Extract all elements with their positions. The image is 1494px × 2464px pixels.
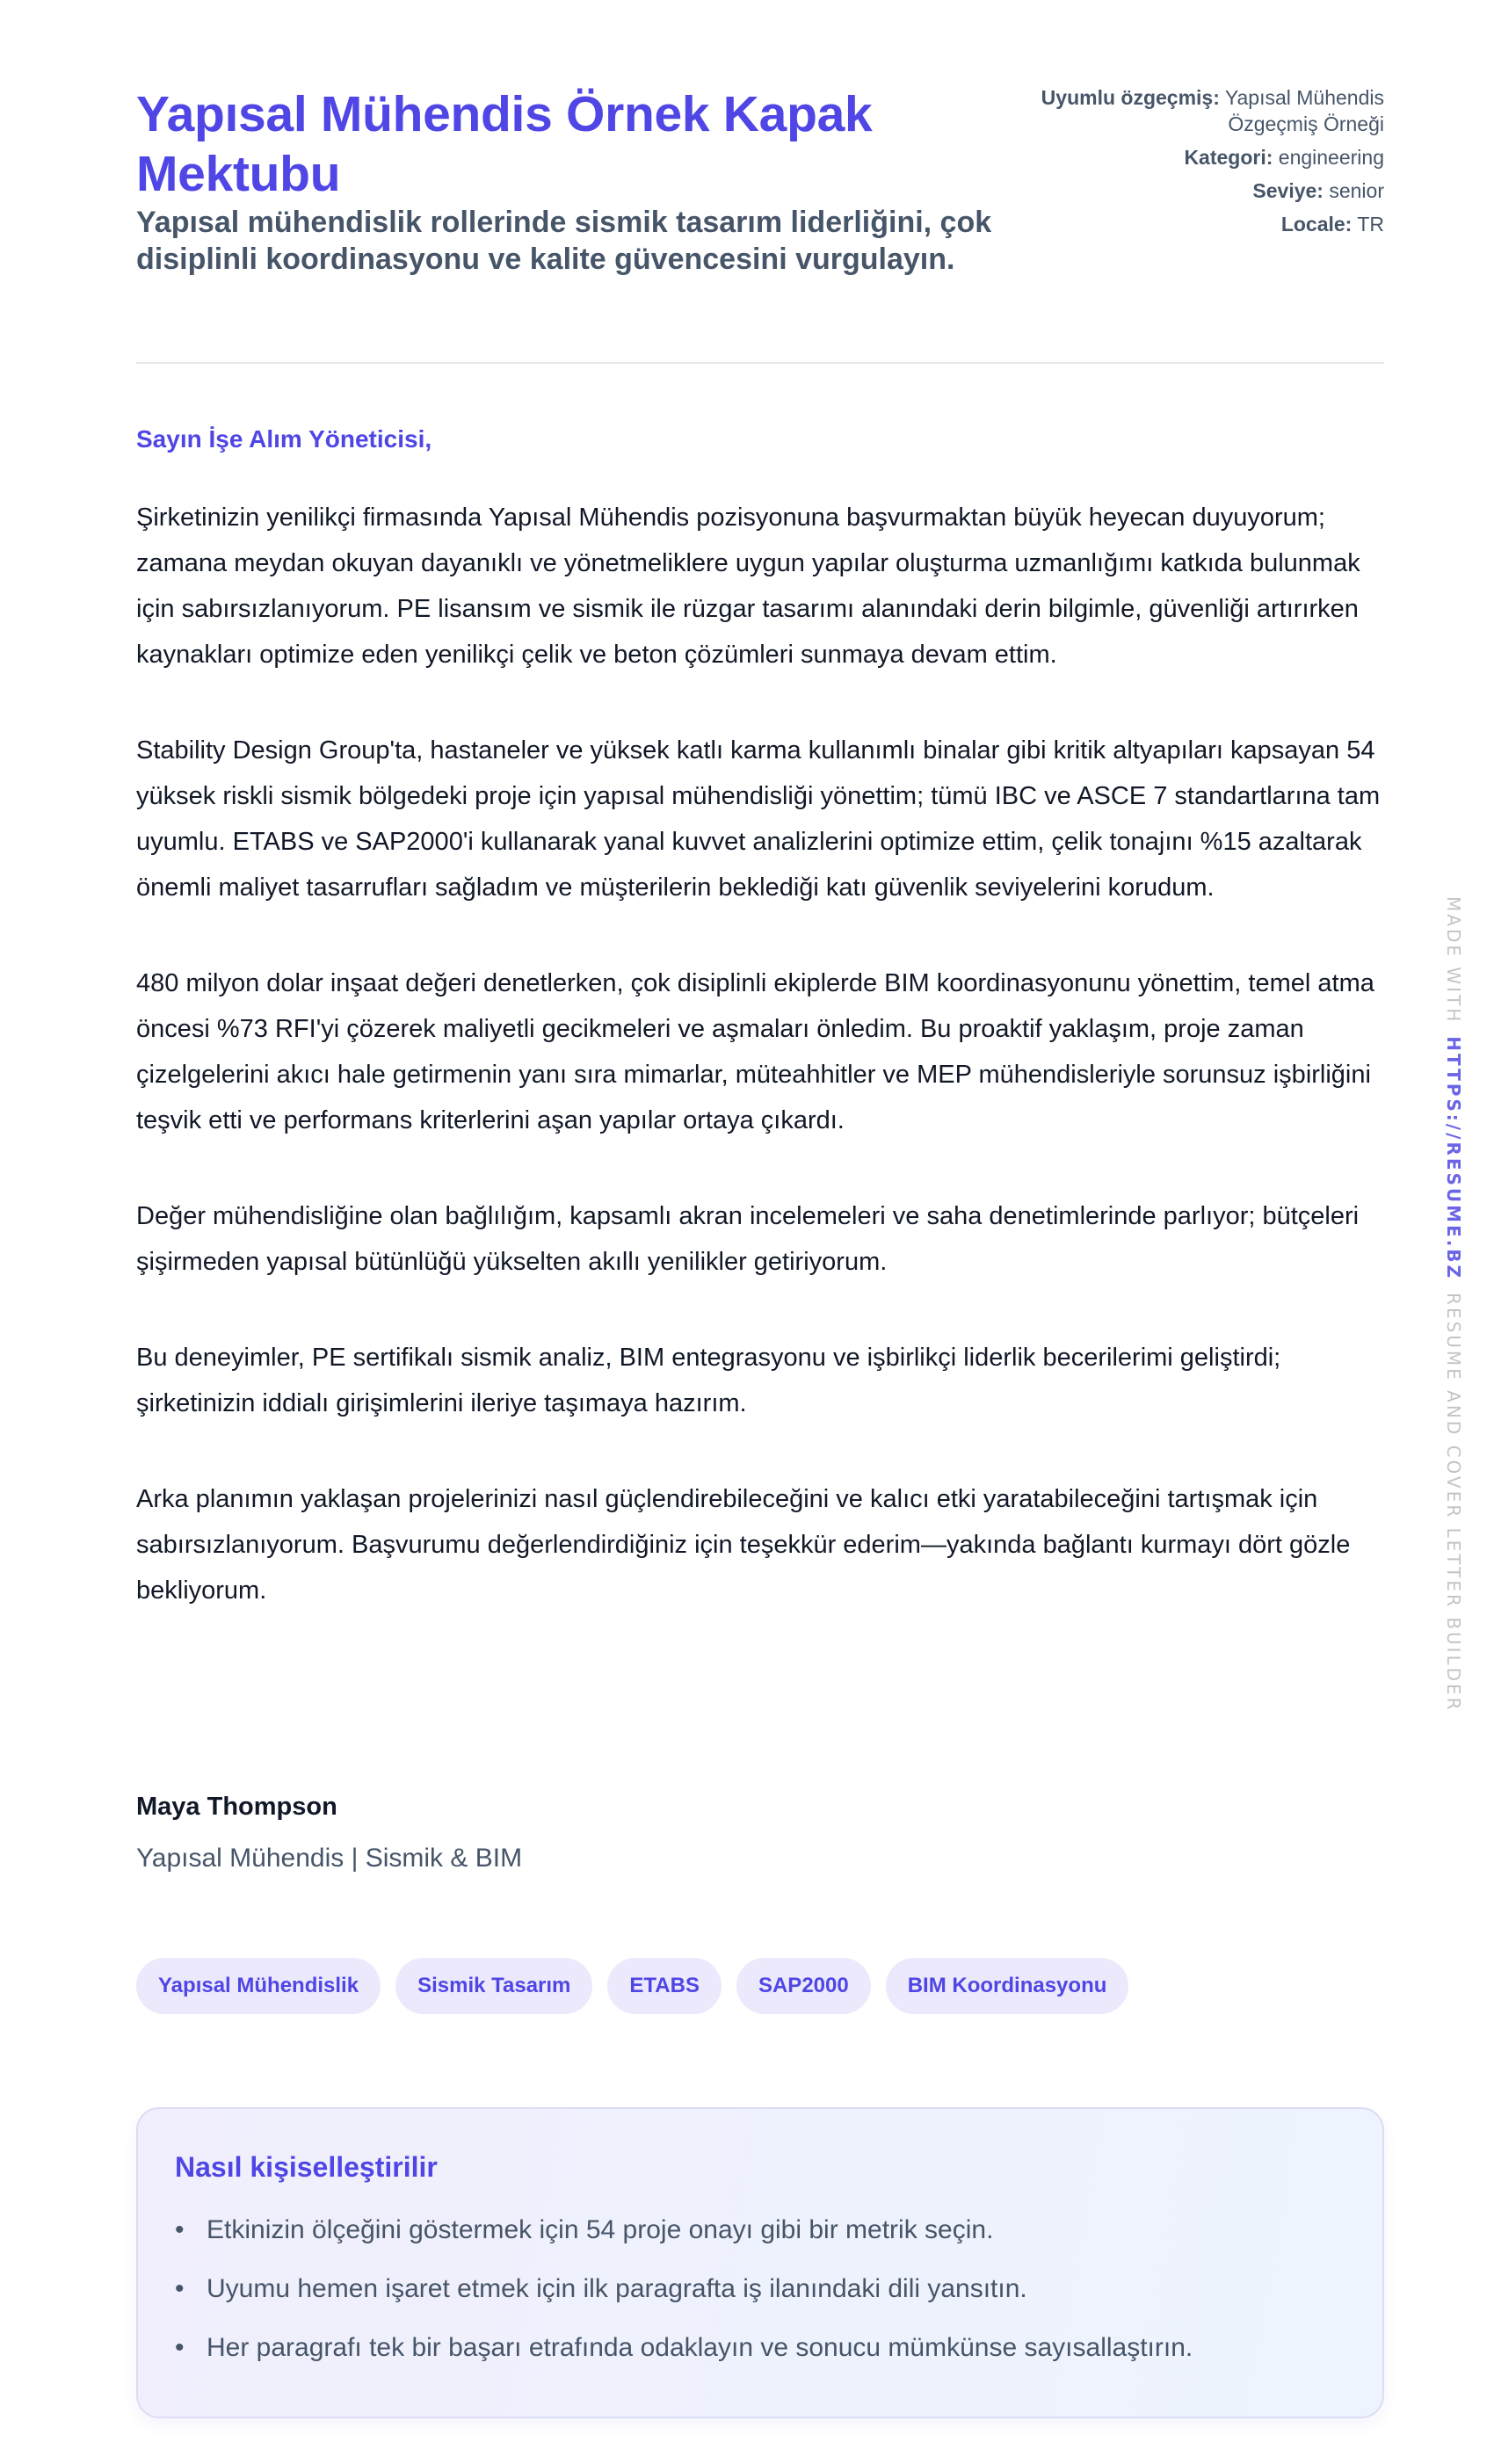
letter-paragraph: Arka planımın yaklaşan projelerinizi nasıl güçlendirebileceğini ve kalıcı etki yaratabileceğini tartışmak için sabırsızlanıyorum. Başvurumu değerlendirdiğiniz için teşekkür ederim—yakında bağlantı kurmayı dört gözle bekliyorum. (136, 1485, 1351, 1605)
meta-value: senior (1329, 179, 1384, 202)
letter-paragraph: Stability Design Group'ta, hastaneler ve yüksek katlı karma kullanımlı binalar gibi kritik altyapıları kapsayan 54 yüksek riskli sismik bölgedeki proje için yapısal mühendisliği yönettim; tümü IBC ve ASCE 7 standartlarına tam uyumlu. ETABS ve SAP2000'i kullanarak yanal kuvvet analizlerini optimize ettim, çelik tonajını %15 azaltarak önemli maliyet tasarrufları sağladım ve müşterilerin beklediği katı güvenlik seviyelerini korudum. (136, 736, 1381, 902)
side-banner-text (1443, 896, 1464, 1713)
meta-key: Kategori: (1184, 146, 1273, 169)
skill-tag[interactable]: Yapısal Mühendislik (136, 1958, 381, 2014)
skill-tag[interactable]: BIM Koordinasyonu (886, 1958, 1129, 2014)
meta-info (1015, 84, 1384, 244)
bullet-icon: • (175, 2274, 185, 2303)
meta-key: Uyumlu özgeçmiş: (1041, 86, 1220, 109)
cover-letter-page (136, 0, 1384, 2362)
salutation: Sayın İşe Alım Yöneticisi, (136, 425, 432, 453)
meta-compatible-resume (1015, 84, 1384, 137)
bullet-icon: • (175, 2215, 185, 2244)
tip-text: Uyumu hemen işaret etmek için ilk paragrafta iş ilanındaki dili yansıtın. (207, 2274, 1027, 2303)
meta-key: Locale: (1280, 213, 1353, 236)
tip-text: Etkinizin ölçeğini göstermek için 54 proje onayı gibi bir metrik seçin. (207, 2215, 994, 2244)
signature-name: Maya Thompson (136, 1793, 337, 1821)
meta-category (1015, 144, 1384, 170)
resume-bz-link[interactable]: HTTPS://RESUME.BZ (1443, 1036, 1464, 1281)
tips-list (175, 2214, 1193, 2391)
meta-level (1015, 178, 1384, 204)
skill-tag[interactable]: SAP2000 (736, 1958, 871, 2014)
letter-paragraph: Bu deneyimler, PE sertifikalı sismik analiz, BIM entegrasyonu ve işbirlikçi liderlik becerilerimi geliştirdi; şirketinizin iddialı girişimlerini ileriye taşımaya hazırım. (136, 1344, 1281, 1417)
letter-paragraph: Şirketinizin yenilikçi firmasında Yapısal Mühendis pozisyonuna başvurmaktan büyük heyecan duyuyorum; zamana meydan okuyan dayanıklı ve yönetmeliklere uygun yapılar oluşturma uzmanlığımı katkıda bulunmak için sabırsızlanıyorum. PE lisansım ve sismik ile rüzgar tasarımı alanındaki derin bilgimle, güvenliği artırırken kaynakları optimize eden yenilikçi çelik ve beton çözümleri sunmaya devam ettim. (136, 504, 1360, 669)
header (136, 0, 1384, 364)
page-subtitle: Yapısal mühendislik rollerinde sismik tasarım liderliğini, çok disiplinli koordinasyonu ve kalite güvencesini vurgulayın. (136, 206, 992, 276)
signature-role: Yapısal Mühendis | Sismik & BIM (136, 1844, 523, 1873)
skill-tags (136, 1958, 1128, 2014)
tip-text: Her paragrafı tek bir başarı etrafında odaklayın ve sonucu mümkünse sayısallaştırın. (207, 2333, 1193, 2362)
page-title: Yapısal Mühendis Örnek Kapak Mektubu (136, 86, 873, 202)
side-banner (1441, 896, 1468, 1713)
skill-tag[interactable]: ETABS (607, 1958, 722, 2014)
letter-paragraph: Değer mühendisliğine olan bağlılığım, kapsamlı akran incelemeleri ve saha denetimlerinde parlıyor; bütçeleri şişirmeden yapısal bütünlüğü yükselten akıllı yenilikler getiriyorum. (136, 1202, 1360, 1276)
banner-suffix: RESUME AND COVER LETTER BUILDER (1443, 1293, 1464, 1713)
banner-prefix: MADE WITH (1443, 896, 1464, 1025)
bullet-icon: • (175, 2333, 185, 2362)
tip-item (175, 2214, 1193, 2246)
meta-locale (1015, 211, 1384, 237)
skill-tag[interactable]: Sismik Tasarım (395, 1958, 592, 2014)
meta-value: Yapısal Mühendis Özgeçmiş Örneği (1224, 86, 1384, 135)
personalization-tips-card (136, 2107, 1384, 2418)
letter-body (136, 495, 1393, 1663)
tips-title: Nasıl kişiselleştirilir (175, 2151, 438, 2183)
meta-value: engineering (1278, 146, 1384, 169)
letter-paragraph: 480 milyon dolar inşaat değeri denetlerken, çok disiplinli ekiplerde BIM koordinasyonunu yönettim, temel atma öncesi %73 RFI'yi çözerek maliyetli gecikmeleri ve aşmaları önledim. Bu proaktif yaklaşım, proje zaman çizelgelerini akıcı hale getirmenin yanı sıra mimarlar, müteahhitler ve MEP mühendisleriyle sorunsuz işbirliğini teşvik etti ve performans kriterlerini aşan yapılar ortaya çıkardı. (136, 969, 1374, 1134)
meta-key: Seviye: (1252, 179, 1324, 202)
tip-item (175, 2332, 1193, 2364)
meta-value: TR (1357, 213, 1384, 236)
tip-item (175, 2273, 1193, 2305)
